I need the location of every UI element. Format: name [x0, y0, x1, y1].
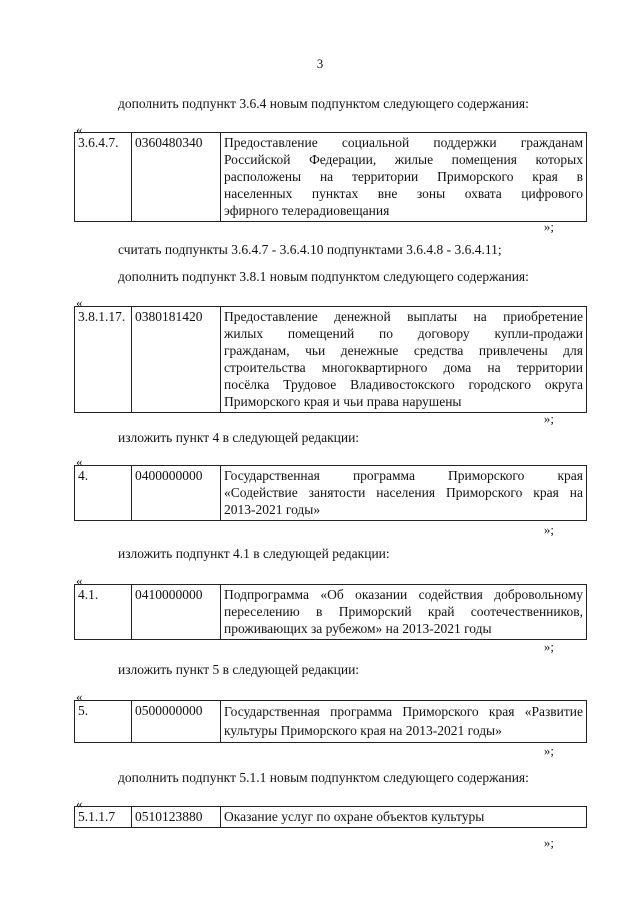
closing-quote: »;: [543, 522, 554, 537]
page-number: 3: [316, 56, 324, 71]
closing-quote: »;: [543, 219, 554, 234]
amendment-table: [74, 806, 587, 828]
opening-quote: «: [76, 689, 83, 704]
amendment-table: [74, 306, 587, 413]
closing-quote: »;: [543, 743, 554, 758]
closing-quote: »;: [543, 639, 554, 654]
table-row: [75, 807, 587, 828]
table-row: [75, 133, 587, 222]
item-number: 5.: [75, 701, 132, 743]
opening-quote: «: [76, 796, 83, 811]
instruction-text: дополнить подпункт 5.1.1 новым подпунктом следующего содержания:: [118, 770, 529, 785]
description-line: 2013-2021 годы»: [224, 502, 321, 517]
description-line: расположены на территории Приморского края в: [224, 169, 583, 184]
description-line: Предоставление денежной выплаты на приобретение: [224, 309, 583, 324]
closing-quote: »;: [543, 835, 554, 850]
description-line: жилых помещений по договору купли-продажи: [224, 326, 583, 341]
item-description: [221, 807, 587, 828]
amendment-table: [74, 584, 587, 640]
instruction-text: изложить пункт 5 в следующей редакции:: [118, 662, 360, 677]
item-code: 0410000000: [132, 585, 221, 640]
description-line: Российской Федерации, жилые помещения которых: [224, 152, 583, 167]
item-number: 5.1.1.7: [75, 807, 132, 828]
opening-quote: «: [76, 454, 83, 469]
table-row: [75, 466, 587, 521]
description-line: Государственная программа Приморского края: [224, 468, 583, 483]
instruction-text: изложить подпункт 4.1 в следующей редакции:: [118, 546, 390, 561]
description-line: Подпрограмма «Об оказании содействия добровольному: [224, 587, 583, 602]
closing-quote: »;: [543, 411, 554, 426]
instruction-text: дополнить подпункт 3.8.1 новым подпунктом следующего содержания:: [118, 269, 529, 284]
item-description: [221, 133, 587, 222]
description-line: «Содействие занятости населения Приморского края на: [224, 485, 583, 500]
description-line: эфирного телерадиовещания: [224, 203, 390, 218]
item-code: 0510123880: [132, 807, 221, 828]
description-line: посёлка Трудовое Владивостокского городского округа: [224, 377, 583, 392]
item-description: [221, 466, 587, 521]
description-line: строительства многоквартирного дома на территории: [224, 360, 583, 375]
item-code: 0400000000: [132, 466, 221, 521]
item-number: 4.: [75, 466, 132, 521]
amendment-table: [74, 700, 587, 743]
item-code: 0500000000: [132, 701, 221, 743]
item-description: [221, 307, 587, 413]
opening-quote: «: [76, 295, 83, 310]
renumber-note: считать подпункты 3.6.4.7 - 3.6.4.10 подпунктами 3.6.4.8 - 3.6.4.11;: [118, 242, 502, 257]
table-row: [75, 701, 587, 743]
item-description: [221, 701, 587, 743]
amendment-table: [74, 132, 587, 222]
description-line: Оказание услуг по охране объектов культуры: [224, 809, 485, 824]
item-code: 0360480340: [132, 133, 221, 222]
instruction-text: дополнить подпункт 3.6.4 новым подпунктом следующего содержания:: [118, 96, 529, 111]
table-row: [75, 307, 587, 413]
item-number: 3.6.4.7.: [75, 133, 132, 222]
description-line: Приморского края и чьи права нарушены: [224, 394, 462, 409]
description-line: гражданам, чьи денежные средства привлечены для: [224, 343, 583, 358]
description-line: переселению в Приморский край соотечественников,: [224, 604, 583, 619]
description-line: Предоставление социальной поддержки гражданам: [224, 135, 583, 150]
table-row: [75, 585, 587, 640]
description-line: проживающих за рубежом» на 2013-2021 годы: [224, 621, 492, 636]
instruction-text: изложить пункт 4 в следующей редакции:: [118, 430, 360, 445]
opening-quote: «: [76, 122, 83, 137]
description-line: населенных пунктах вне зоны охвата цифрового: [224, 186, 583, 201]
opening-quote: «: [76, 573, 83, 588]
item-number: 4.1.: [75, 585, 132, 640]
description-line: культуры Приморского края на 2013-2021 годы»: [224, 723, 502, 738]
item-code: 0380181420: [132, 307, 221, 413]
item-number: 3.8.1.17.: [75, 307, 132, 413]
amendment-table: [74, 465, 587, 521]
item-description: [221, 585, 587, 640]
description-line: Государственная программа Приморского края «Развитие: [224, 704, 583, 719]
